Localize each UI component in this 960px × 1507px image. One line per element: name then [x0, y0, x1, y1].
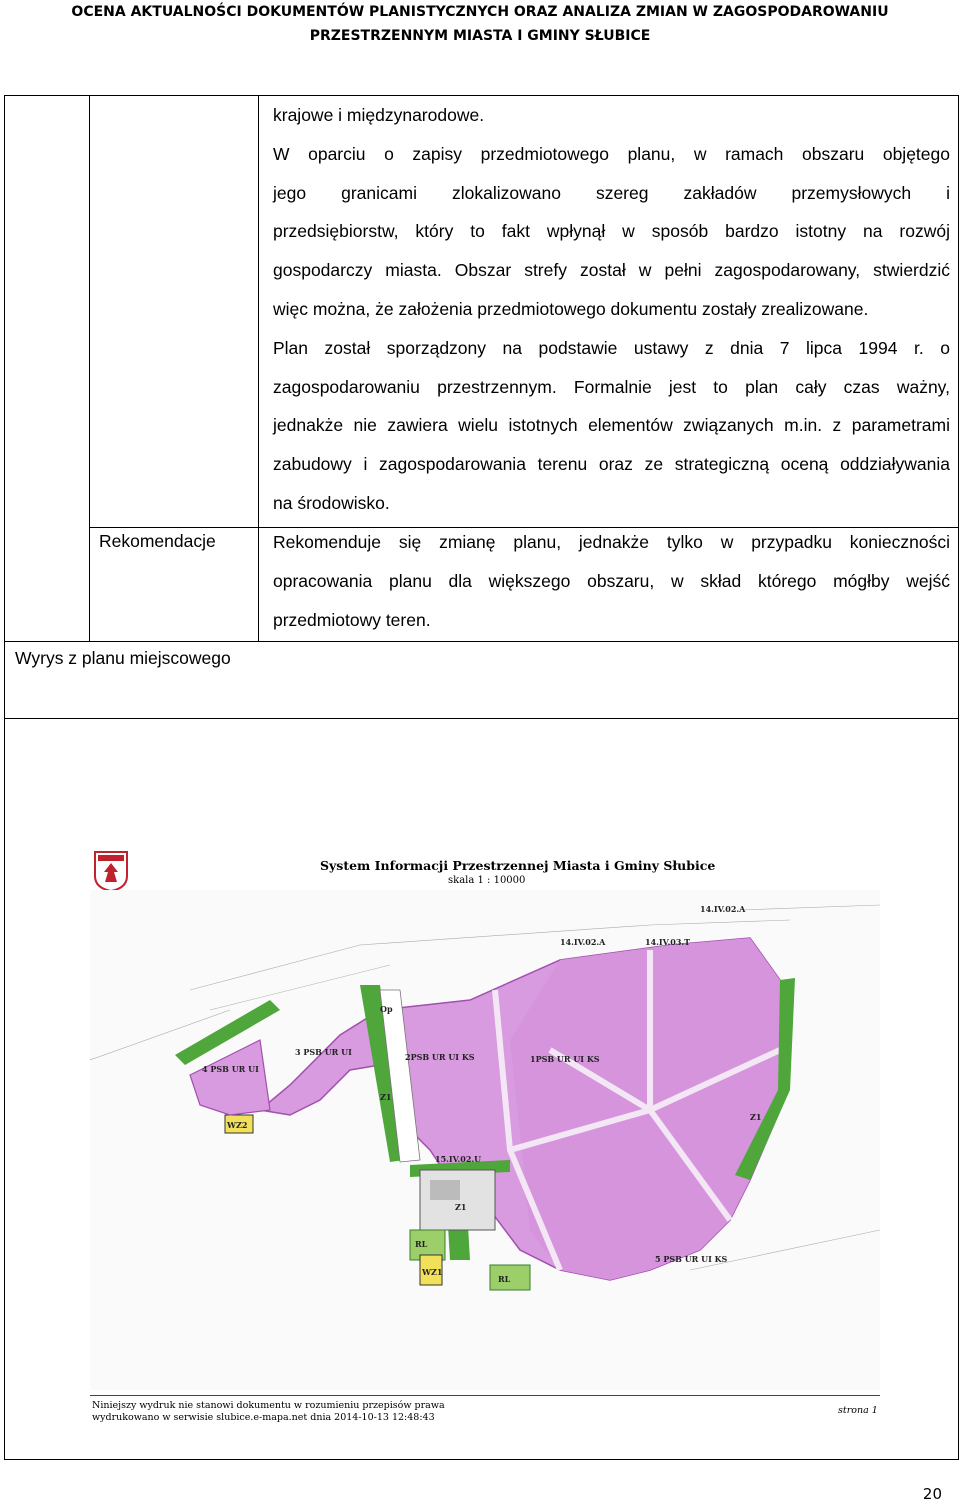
map-title: System Informacji Przestrzennej Miasta i Gminy Słubice: [320, 858, 716, 873]
zone-label: RL: [415, 1239, 428, 1249]
zone-label: 15.IV.02.U: [435, 1154, 482, 1164]
column-divider-1: [89, 96, 90, 641]
zone-label: RL: [498, 1274, 511, 1284]
zone-label: Z1: [455, 1202, 467, 1212]
zone-label: 2PSB UR UI KS: [405, 1052, 475, 1062]
header-line-2: PRZESTRZENNYM MIASTA I GMINY SŁUBICE: [309, 28, 651, 44]
map-footer-divider: [90, 1395, 880, 1396]
row-divider-3: [5, 718, 959, 719]
zone-label: Op: [380, 1004, 393, 1014]
zone-label: 5 PSB UR UI KS: [655, 1254, 728, 1264]
plan-map: [90, 830, 880, 1430]
rekomendacje-text: Rekomenduje się zmianę planu, jednakże tylko w przypadku konieczności opracowania planu dla większego obszaru, w skład którego mógłby wejść przedmiotowy teren.: [273, 532, 950, 630]
map-footer: Niniejszy wydruk nie stanowi dokumentu w rozumieniu przepisów prawa wydrukowano w serwisie slubice.e-mapa.net dnia 2014-10-13 12:48:43: [92, 1400, 445, 1423]
zone-label: 1PSB UR UI KS: [530, 1054, 600, 1064]
row-divider-2: [5, 641, 959, 642]
zone-label: 14.IV.03.T: [645, 937, 691, 947]
zone-label: WZ1: [422, 1267, 443, 1277]
plan-description: krajowe i międzynarodowe. W oparciu o zapisy przedmiotowego planu, w ramach obszaru objętego jego granicami zlokalizowano szereg zakładów przemysłowych i przedsiębiorstw, który to fakt wpłynął w sposób bardzo istotny na rozwój gospodarczy miasta. Obszar strefy został w pełni zagospodarowany, stwierdzić więc można, że założenia przedmiotowego dokumentu zostały zrealizowane. Plan został sporządzony na podstawie ustawy z dnia 7 lipca 1994 r. o zagospodarowaniu przestrzennym. Formalnie jest to plan cały czas ważny, jednakże nie zawiera wielu istotnych elementów związanych m.in. z parametrami zabudowy i zagospodarowania terenu oraz ze strategiczną oceną oddziaływania na środowisko.: [273, 105, 950, 513]
map-page-label: strona 1: [838, 1405, 878, 1416]
zoning-plan-drawing: [90, 850, 880, 1390]
zone-label: 14.IV.02.A: [700, 904, 746, 914]
column-divider-2: [258, 96, 259, 641]
zone-label: 14.IV.02.A: [560, 937, 606, 947]
page-number: 20: [922, 1485, 942, 1503]
zone-label: 4 PSB UR UI: [202, 1064, 259, 1074]
zone-label: Z1: [750, 1112, 762, 1122]
wyrys-label: Wyrys z planu miejscowego: [15, 648, 231, 668]
zone-label: 3 PSB UR UI: [295, 1047, 352, 1057]
header-line-1: OCENA AKTUALNOŚCI DOKUMENTÓW PLANISTYCZNYCH ORAZ ANALIZA ZMIAN W ZAGOSPODAROWANIU: [71, 4, 889, 20]
zone-label: WZ2: [227, 1120, 248, 1130]
rekomendacje-label: Rekomendacje: [99, 531, 216, 551]
map-scale: skala 1 : 10000: [448, 875, 526, 886]
zone-label: Z1: [380, 1092, 392, 1102]
